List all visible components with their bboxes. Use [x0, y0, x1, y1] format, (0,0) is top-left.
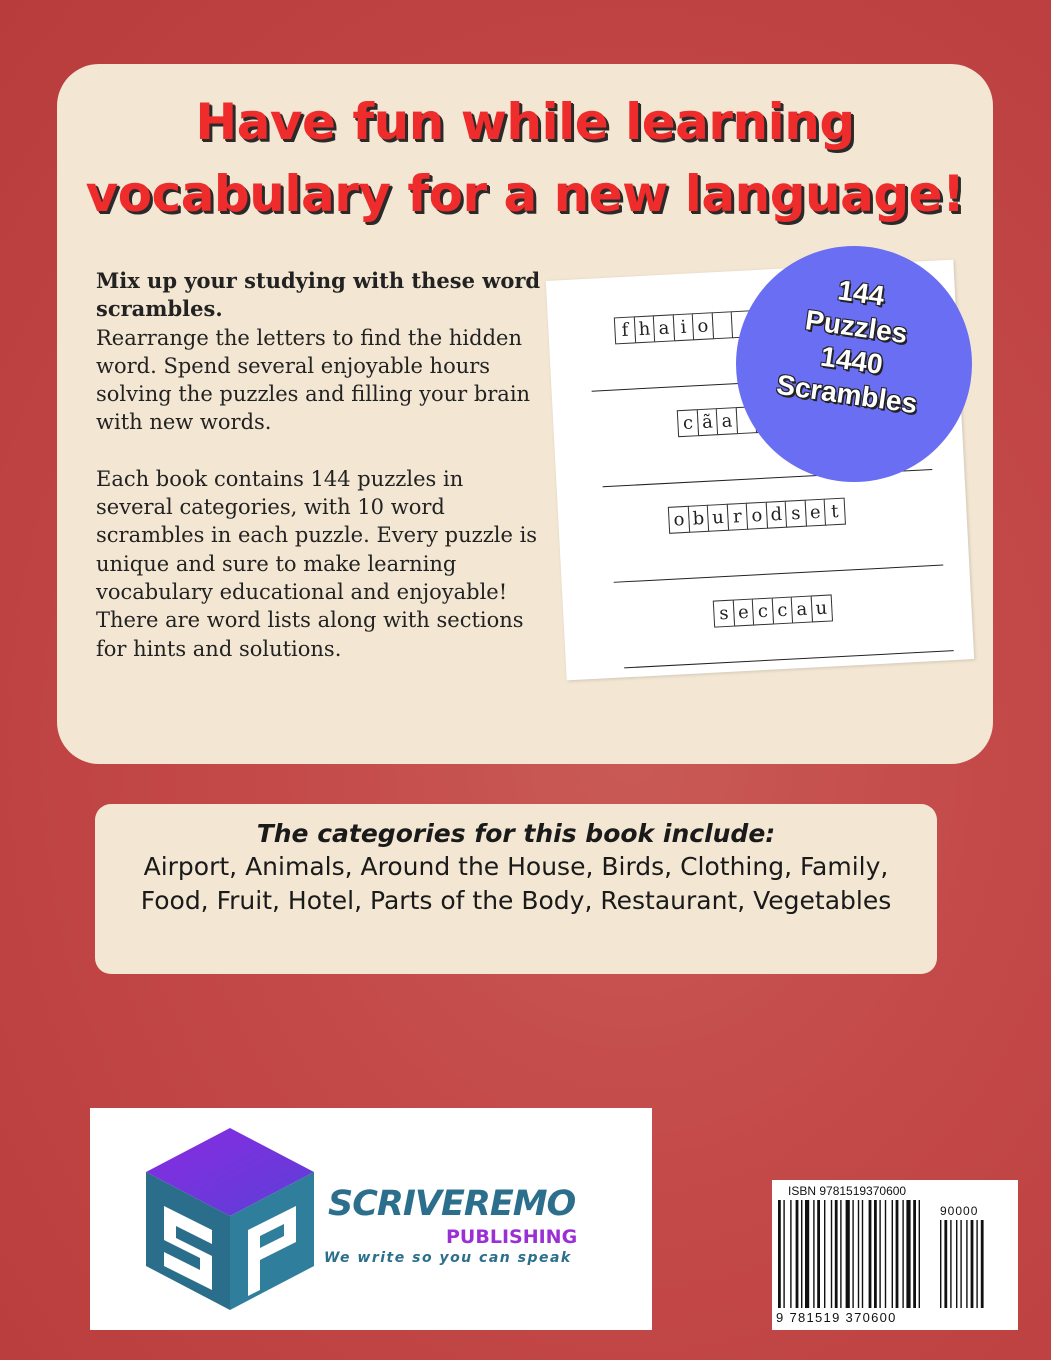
scramble-row: [563, 587, 976, 708]
price-code: 90000: [940, 1204, 979, 1218]
puzzle-count-badge: [736, 246, 972, 482]
letter-box: i: [672, 313, 694, 341]
description-paragraph-1: Rearrange the letters to find the hidden word. Spend several enjoyable hours solving the puzzles and filling your brain with new words.: [96, 325, 531, 435]
barcode-digits: 9 781519 370600: [776, 1310, 897, 1325]
letter-box: o: [692, 312, 714, 340]
letter-box: a: [653, 314, 675, 342]
letter-box: o: [746, 502, 768, 530]
letter-box: f: [614, 316, 636, 344]
barcode-icon: [772, 1180, 1018, 1330]
publisher-logo-icon: [142, 1126, 318, 1312]
publisher-name: SCRIVEREMO: [328, 1184, 576, 1224]
answer-line: [624, 650, 954, 668]
letter-box: e: [732, 599, 754, 627]
badge-line-4: Scrambles: [774, 368, 920, 420]
publisher-card: [90, 1108, 652, 1330]
letter-box: b: [687, 505, 709, 533]
answer-line: [614, 565, 944, 583]
isbn-label: ISBN 9781519370600: [788, 1184, 907, 1198]
letter-box: r: [726, 503, 748, 531]
letter-box: a: [791, 595, 813, 623]
categories-panel: [95, 804, 937, 974]
description: [96, 267, 546, 691]
letter-box: e: [804, 499, 826, 527]
letter-box: u: [810, 594, 832, 622]
categories-list: Airport, Animals, Around the House, Birds, Clothing, Family, Food, Fruit, Hotel, Parts of the Body, Restaurant, Vegetables: [140, 852, 892, 915]
letter-box: a: [716, 407, 738, 435]
letter-box: ã: [696, 408, 718, 436]
badge-line-3: 1440: [818, 340, 885, 381]
scramble-letters: [713, 595, 831, 628]
headline: [57, 86, 993, 230]
headline-line-1: Have fun while learning: [195, 93, 855, 151]
letter-box: c: [771, 596, 793, 624]
letter-box: c: [752, 598, 774, 626]
letter-box: c: [677, 409, 699, 437]
badge-text: [728, 260, 981, 428]
publisher-subtitle: PUBLISHING: [446, 1226, 578, 1248]
letter-box: h: [633, 315, 655, 343]
letter-box: s: [785, 500, 807, 528]
letter-box: t: [824, 498, 846, 526]
letter-box: o: [668, 506, 690, 534]
letter-box: d: [765, 501, 787, 529]
badge-line-2: Puzzles: [803, 304, 910, 350]
letter-box: s: [713, 600, 735, 628]
description-paragraph-2: Each book contains 144 puzzles in several categories, with 10 word scrambles in each puzzle. Every puzzle is unique and sure to make learning vocabulary educational and enjoyable! There are word lists along with sections for hints and solutions.: [96, 466, 538, 661]
description-lead: Mix up your studying with these word scrambles.: [96, 268, 541, 322]
barcode-box: [772, 1180, 1018, 1330]
categories-title: The categories for this book include:: [256, 819, 776, 848]
headline-line-2: vocabulary for a new language!: [85, 165, 965, 223]
letter-box: u: [707, 504, 729, 532]
badge-line-1: 144: [835, 274, 887, 312]
publisher-tagline: We write so you can speak: [324, 1250, 572, 1266]
